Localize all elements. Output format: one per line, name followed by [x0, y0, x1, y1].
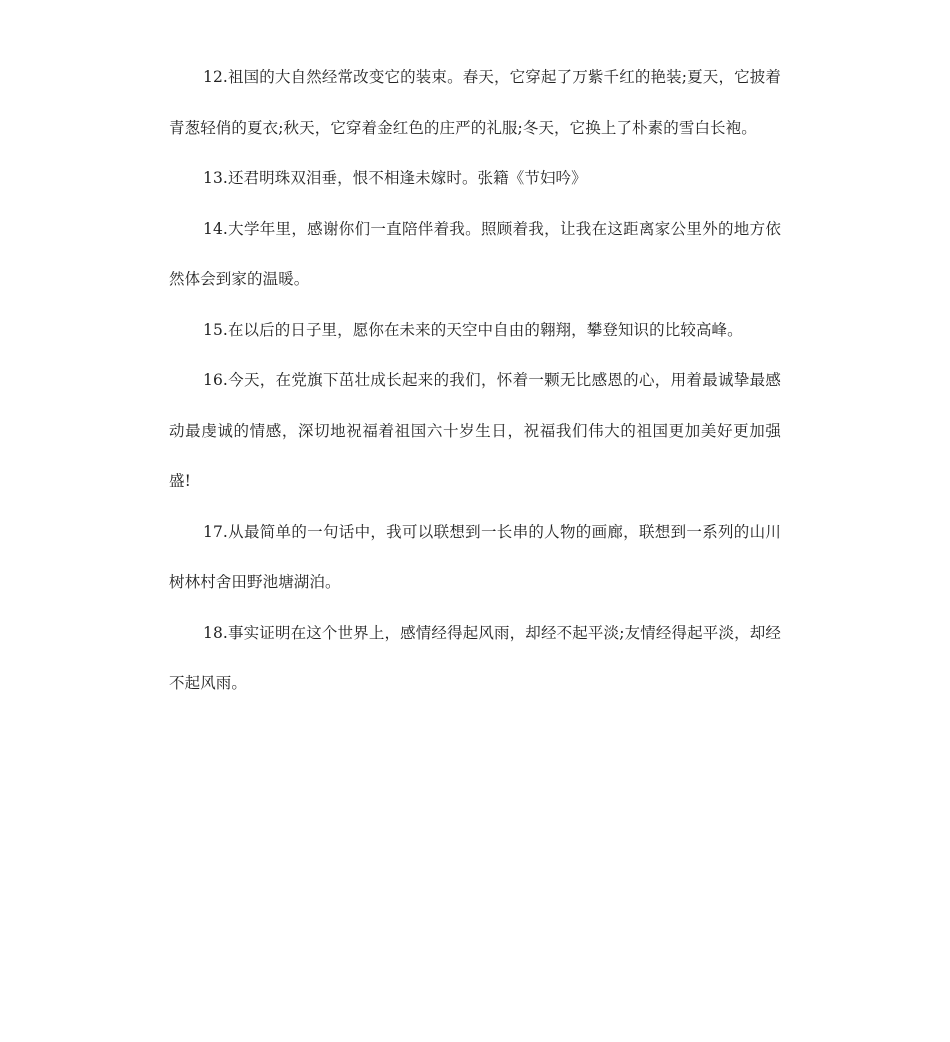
paragraph-13: 13.还君明珠双泪垂，恨不相逢未嫁时。张籍《节妇吟》 — [203, 169, 587, 187]
paragraph-17: 17.从最简单的一句话中，我可以联想到一长串的人物的画廊，联想到一系列的山川树林村舍田野池塘湖泊。 — [169, 522, 781, 591]
paragraph-12: 12.祖国的大自然经常改变它的装束。春天，它穿起了万紫千红的艳装;夏天，它披着青葱轻俏的夏衣;秋天，它穿着金红色的庄严的礼服;冬天，它换上了朴素的雪白长袍。 — [169, 68, 781, 137]
paragraph-15: 15.在以后的日子里，愿你在未来的天空中自由的翱翔，攀登知识的比较高峰。 — [203, 320, 743, 339]
paragraph-14: 14.大学年里，感谢你们一直陪伴着我。照顾着我，让我在这距离家公里外的地方依然体会到家的温暖。 — [169, 219, 781, 288]
document-body — [169, 52, 781, 709]
paragraph-18: 18.事实证明在这个世界上，感情经得起风雨，却经不起平淡;友情经得起平淡，却经不起风雨。 — [169, 623, 781, 692]
paragraph-16: 16.今天，在党旗下茁壮成长起来的我们，怀着一颗无比感恩的心，用着最诚挚最感动最虔诚的情感，深切地祝福着祖国六十岁生日，祝福我们伟大的祖国更加美好更加强盛! — [169, 371, 781, 490]
